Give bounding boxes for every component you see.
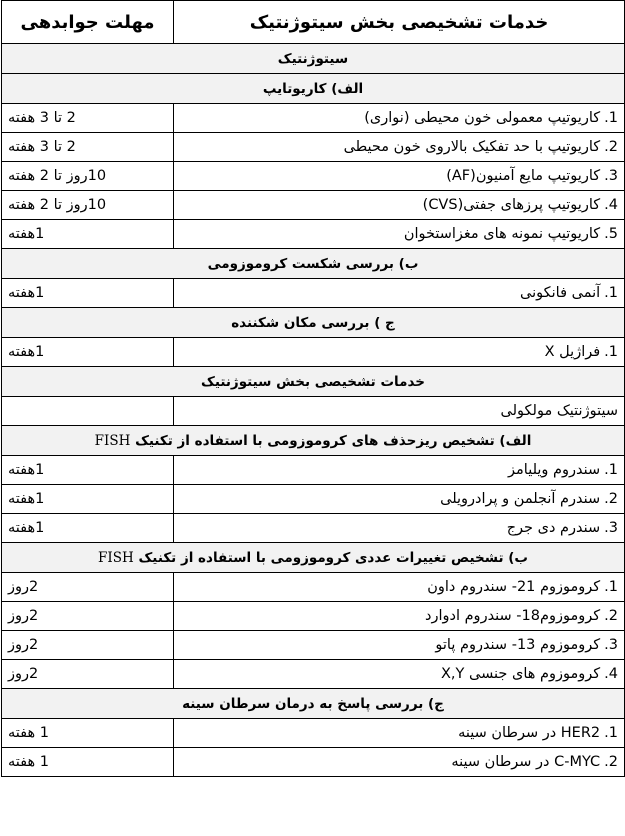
section-title-text: ج ) بررسی مکان شکننده — [231, 314, 395, 331]
section-title-technique: FISH — [98, 549, 134, 566]
item-number: 1. — [604, 579, 618, 595]
service-name: سیتوژنتیک مولکولی — [500, 403, 618, 419]
service-name: کاریوتیپ معمولی خون محیطی (نواری) — [364, 110, 601, 126]
section-title-text: خدمات تشخیصی بخش سیتوژنتیک — [201, 373, 425, 390]
deadline-cell: 1هفته — [2, 279, 174, 308]
service-cell — [174, 485, 625, 514]
service-cell — [174, 631, 625, 660]
table-row — [2, 162, 625, 191]
service-name: سندرم آنجلمن و پرادرویلی — [440, 491, 601, 507]
section-title-text: الف) کاریوتایپ — [262, 80, 364, 97]
table-row — [2, 191, 625, 220]
deadline-cell: 1هفته — [2, 485, 174, 514]
service-cell — [174, 338, 625, 367]
service-name: کروموزوم18- سندروم ادوارد — [425, 608, 601, 624]
section-title-text: ب) تشخیص تغییرات عددی کروموزومی با استفاده از تکنیک — [138, 549, 528, 566]
table-row — [2, 748, 625, 777]
table-row — [2, 279, 625, 308]
table-row — [2, 573, 625, 602]
item-number: 1. — [604, 462, 618, 478]
service-cell — [174, 602, 625, 631]
service-cell — [174, 748, 625, 777]
section-header-row — [2, 308, 625, 338]
table-row — [2, 220, 625, 249]
section-title — [2, 543, 625, 573]
section-header-row — [2, 689, 625, 719]
deadline-cell: 2روز — [2, 631, 174, 660]
deadline-cell: 1هفته — [2, 514, 174, 543]
header-service: خدمات تشخیصی بخش سیتوژنتیک — [174, 1, 625, 44]
table-row — [2, 631, 625, 660]
deadline-cell: 10روز تا 2 هفته — [2, 162, 174, 191]
item-number: 2. — [604, 139, 618, 155]
deadline-cell — [2, 397, 174, 426]
section-title — [2, 249, 625, 279]
section-title — [2, 426, 625, 456]
section-title-text: سیتوژنتیک — [277, 50, 349, 67]
service-name: سندروم ویلیامز — [508, 462, 601, 478]
item-number: 3. — [604, 520, 618, 536]
section-header-row — [2, 249, 625, 279]
deadline-cell: 2روز — [2, 602, 174, 631]
service-cell — [174, 456, 625, 485]
item-number: 3. — [604, 637, 618, 653]
section-header-row — [2, 367, 625, 397]
item-number: 2. — [604, 754, 618, 770]
section-title — [2, 689, 625, 719]
services-table — [1, 0, 625, 777]
section-title — [2, 367, 625, 397]
service-cell — [174, 719, 625, 748]
service-name: کروموزوم های جنسی X,Y — [441, 666, 601, 682]
service-cell — [174, 397, 625, 426]
table-row — [2, 602, 625, 631]
table-row — [2, 514, 625, 543]
table-row — [2, 719, 625, 748]
deadline-cell: 1 هفته — [2, 719, 174, 748]
section-title — [2, 74, 625, 104]
deadline-cell: 1هفته — [2, 456, 174, 485]
service-name: کاریوتیپ مایع آمنیون(AF) — [446, 168, 601, 184]
deadline-cell: 1هفته — [2, 220, 174, 249]
deadline-cell: 1هفته — [2, 338, 174, 367]
service-name: C-MYC در سرطان سینه — [451, 754, 601, 770]
service-cell — [174, 133, 625, 162]
section-header-row — [2, 426, 625, 456]
service-name: کروموزوم 21- سندروم داون — [427, 579, 601, 595]
service-cell — [174, 514, 625, 543]
item-number: 1. — [604, 285, 618, 301]
service-name: کاریوتیپ نمونه های مغزاستخوان — [403, 226, 601, 242]
item-number: 2. — [604, 608, 618, 624]
service-name: آنمی فانکونی — [520, 285, 601, 301]
section-header-row — [2, 44, 625, 74]
section-header-row — [2, 543, 625, 573]
deadline-cell: 2روز — [2, 660, 174, 689]
section-title-technique: FISH — [94, 432, 131, 449]
deadline-cell: 10روز تا 2 هفته — [2, 191, 174, 220]
table-row — [2, 104, 625, 133]
service-name: فراژیل X — [544, 344, 601, 360]
service-cell — [174, 191, 625, 220]
service-cell — [174, 220, 625, 249]
service-cell — [174, 573, 625, 602]
item-number: 5. — [604, 226, 618, 242]
service-name: HER2 در سرطان سینه — [458, 725, 601, 741]
service-name: کاریوتیپ با حد تفکیک بالاروی خون محیطی — [343, 139, 601, 155]
section-title-text: ب) بررسی شکست کروموزومی — [207, 255, 419, 272]
header-deadline: مهلت جوابدهی — [2, 1, 174, 44]
table-row — [2, 338, 625, 367]
section-title — [2, 44, 625, 74]
item-number: 3. — [604, 168, 618, 184]
section-title-text: ج) بررسی پاسخ به درمان سرطان سینه — [182, 695, 444, 712]
section-header-row — [2, 74, 625, 104]
item-number: 2. — [604, 491, 618, 507]
deadline-cell: 2 تا 3 هفته — [2, 104, 174, 133]
service-cell — [174, 162, 625, 191]
item-number: 4. — [604, 666, 618, 682]
services-table-body — [2, 1, 625, 777]
service-name: کاریوتیپ پرزهای جفتی(CVS) — [422, 197, 601, 213]
service-cell — [174, 279, 625, 308]
table-header-row — [2, 1, 625, 44]
table-row — [2, 133, 625, 162]
table-row — [2, 397, 625, 426]
service-cell — [174, 104, 625, 133]
item-number: 1. — [604, 344, 618, 360]
section-title — [2, 308, 625, 338]
table-row — [2, 485, 625, 514]
deadline-cell: 2 تا 3 هفته — [2, 133, 174, 162]
item-number: 4. — [604, 197, 618, 213]
item-number: 1. — [604, 725, 618, 741]
table-row — [2, 456, 625, 485]
section-title-text: الف) تشخیص ریزحذف های کروموزومی با استفاده از تکنیک — [135, 432, 532, 449]
service-cell — [174, 660, 625, 689]
item-number: 1. — [604, 110, 618, 126]
table-row — [2, 660, 625, 689]
service-name: کروموزوم 13- سندروم پاتو — [435, 637, 601, 653]
deadline-cell: 2روز — [2, 573, 174, 602]
deadline-cell: 1 هفته — [2, 748, 174, 777]
service-name: سندرم دی جرج — [506, 520, 601, 536]
